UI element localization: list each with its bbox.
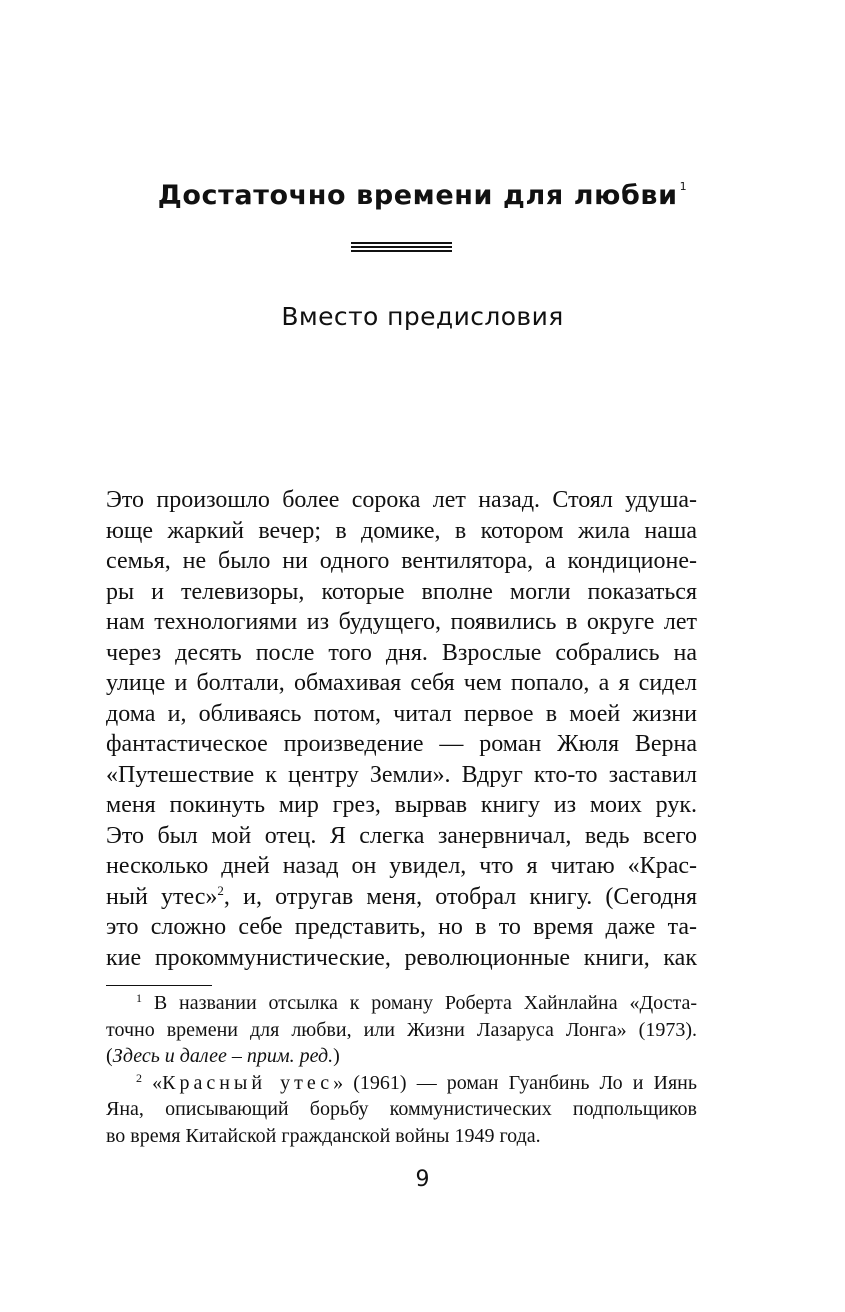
text-line: меня покинуть мир грез, вырвав книгу из моих рук. <box>106 792 697 818</box>
text-segment: ный утес» <box>106 883 218 910</box>
editor-note: Здесь и далее – прим. ред. <box>112 1045 334 1067</box>
footnote-2 <box>106 1070 697 1097</box>
text-line: несколько дней назад он увидел, что я читаю «Крас- <box>106 853 697 879</box>
title-ornament <box>351 242 452 254</box>
footnote-1 <box>106 990 697 1017</box>
text-line: улице и болтали, обмахивая себя чем попало, а я сидел <box>106 670 697 696</box>
footnote-1-line: точно времени для любви, или Жизни Лазаруса Лонга» (1973). <box>106 1018 697 1041</box>
text-line: ры и телевизоры, которые вполне могли показаться <box>106 578 697 605</box>
title-footnote-mark: 1 <box>679 180 688 193</box>
footnote-divider <box>106 985 212 986</box>
paren: ) <box>333 1045 340 1067</box>
text-line: кие прокоммунистические, революционные книги, как <box>106 944 697 971</box>
text-line: дома и, обливаясь потом, читал первое в моей жизни <box>106 700 697 727</box>
text-segment: , и, отругав меня, отобрал книгу. (Сегодня <box>223 883 697 910</box>
footnote-text: В названии отсылка к роману Роберта Хайнлайна «Доста- <box>153 992 697 1014</box>
footnote-text: » (1961) — роман Гуанбинь Ло и Иянь <box>333 1071 697 1094</box>
footnote-2-line: Яна, описывающий борьбу коммунистических подпольщиков <box>106 1098 697 1120</box>
chapter-title-text: Достаточно времени для любви <box>157 180 678 211</box>
text-line: «Путешествие к центру Земли». Вдруг кто-то заставил <box>106 761 697 788</box>
body-text <box>106 485 697 973</box>
page-number: 9 <box>415 1167 430 1192</box>
ornament-rule <box>351 242 452 244</box>
footnote-ref-mark: 2 <box>217 882 224 898</box>
text-line: Это был мой отец. Я слегка занервничал, ведь всего <box>106 822 697 849</box>
chapter-subtitle: Вместо предисловия <box>281 302 564 331</box>
text-line: это сложно себе представить, но в то время даже та- <box>106 914 697 940</box>
text-line: фантастическое произведение — роман Жюля Верна <box>106 731 697 757</box>
footnotes <box>106 990 697 1149</box>
ornament-rule <box>351 250 452 252</box>
footnote-1-line <box>106 1043 697 1070</box>
text-line: через десять после того дня. Взрослые собрались на <box>106 639 697 666</box>
footnote-2-line: во время Китайской гражданской войны 1949 года. <box>106 1124 541 1147</box>
text-line: семья, не было ни одного вентилятора, а кондиционе- <box>106 548 697 574</box>
footnote-mark: 2 <box>136 1070 142 1085</box>
paren: ( <box>106 1045 113 1067</box>
text-line <box>106 882 697 913</box>
chapter-title <box>0 180 845 211</box>
text-line: нам технологиями из будущего, появились в округе лет <box>106 609 697 635</box>
ornament-rule <box>351 246 452 248</box>
quote-mark: « <box>152 1071 163 1094</box>
text-line: Это произошло более сорока лет назад. Стоял удуша- <box>106 487 697 513</box>
text-line: юще жаркий вечер; в домике, в котором жила наша <box>106 517 697 544</box>
book-title-spaced: Красный утес <box>162 1071 334 1094</box>
footnote-mark: 1 <box>136 991 142 1005</box>
